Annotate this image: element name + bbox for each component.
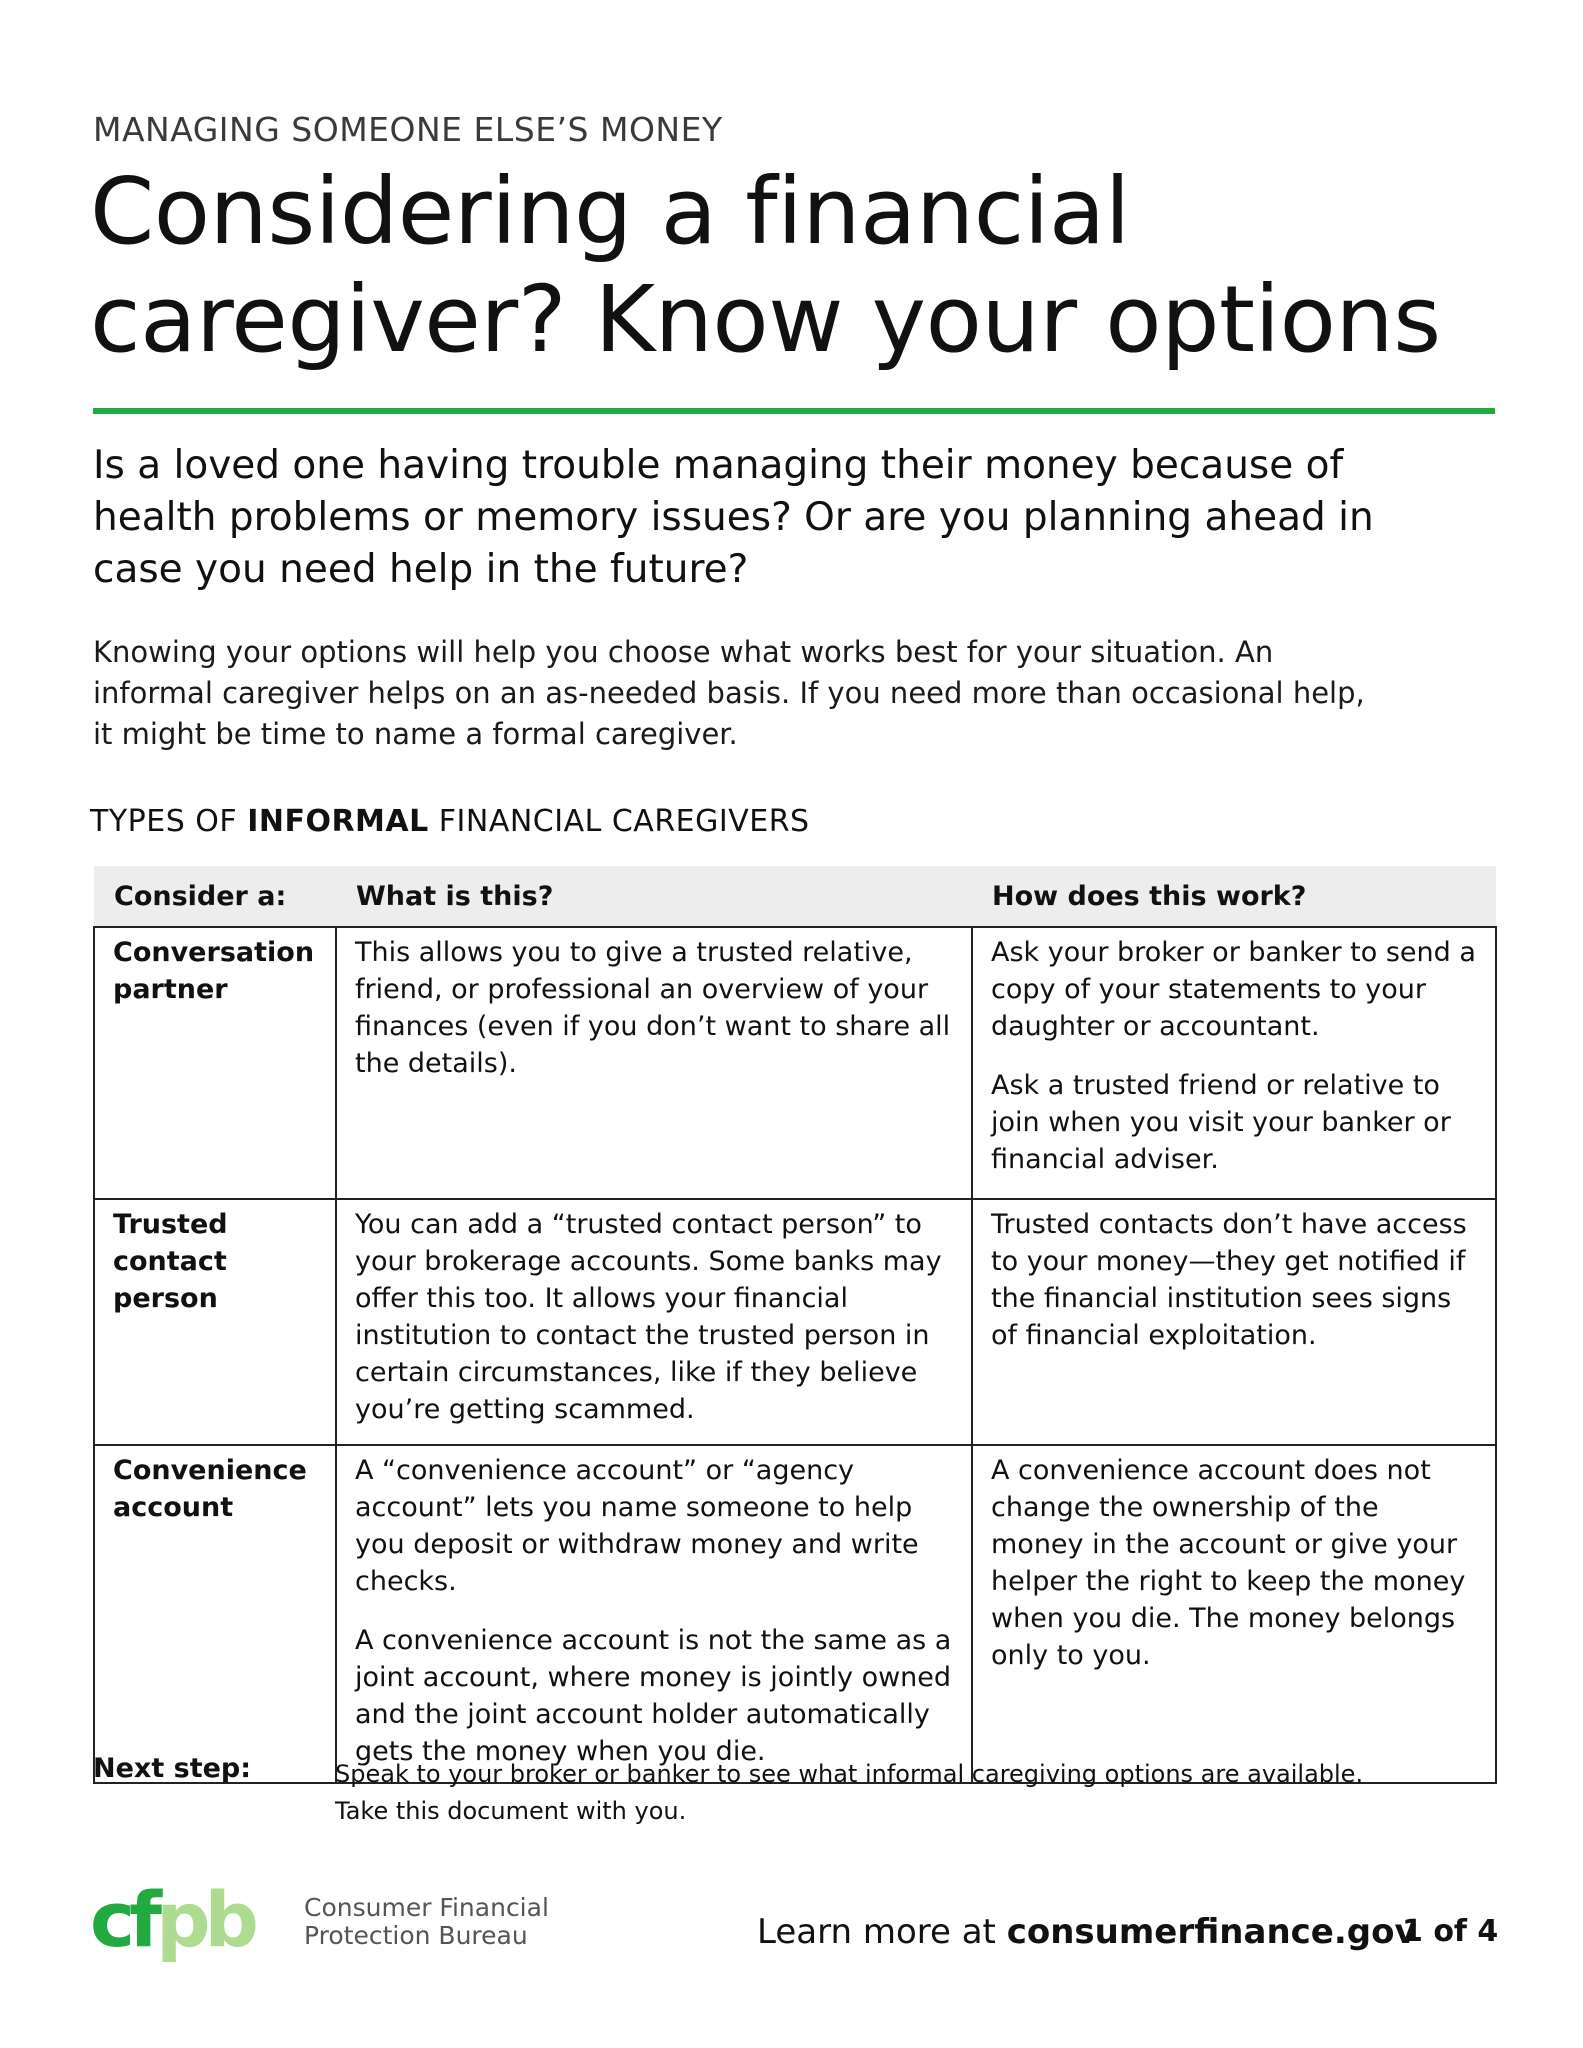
agency-name [304, 1894, 549, 1950]
next-step-line: Take this document with you. [335, 1797, 687, 1825]
learn-more-prefix: Learn more at [757, 1912, 1007, 1952]
cfpb-logo [90, 1888, 290, 1968]
how-paragraph: Ask your broker or banker to send a copy of your statements to your daughter or accountant. [991, 937, 1476, 1042]
intro-question: Is a loved one having trouble managing their money because of health problems or memory issues? Or are you planning ahead in case you need help in the future? [93, 443, 1374, 592]
column-header-how: How does this work? [972, 866, 1496, 927]
table-row [94, 927, 1496, 1199]
next-step-text [335, 1756, 1435, 1830]
description-paragraph: You can add a “trusted contact person” to your brokerage accounts. Some banks may offer this too. It allows your financial institution to contact the trusted person in certain circumstances, like if they believe you’re getting scammed. [355, 1209, 942, 1425]
table-row [94, 1199, 1496, 1445]
how-paragraph: Ask a trusted friend or relative to join when you visit your banker or financial adviser. [991, 1070, 1451, 1175]
learn-more [757, 1912, 1417, 1952]
description-paragraph: A “convenience account” or “agency account” lets you name someone to help you deposit or withdraw money and write checks. [355, 1455, 919, 1597]
logo-letters-pb: pb [156, 1888, 253, 1964]
option-how-it-works [972, 1445, 1496, 1783]
table-header-row [94, 866, 1496, 927]
document-kicker: MANAGING SOMEONE ELSE’S MONEY [93, 110, 723, 149]
column-header-what: What is this? [336, 866, 972, 927]
description-paragraph: This allows you to give a trusted relative, friend, or professional an overview of your finances (even if you don’t want to share all the details). [355, 937, 951, 1079]
website-link[interactable]: consumerfinance.gov [1006, 1912, 1417, 1952]
next-step-line: Speak to your broker or banker to see what informal caregiving options are available. [335, 1760, 1364, 1788]
next-step-label: Next step: [93, 1753, 252, 1784]
section-heading-suffix: FINANCIAL CAREGIVERS [428, 804, 810, 839]
option-how-it-works [972, 927, 1496, 1199]
intro-body: Knowing your options will help you choose what works best for your situation. An informal caregiver helps on an as-needed basis. If you need more than occasional help, it might be time to name a formal caregiver. [93, 635, 1365, 751]
option-name: Trusted contact person [94, 1199, 336, 1445]
how-paragraph: Trusted contacts don’t have access to your money—they get notified if the financial institution sees signs of financial exploitation. [991, 1209, 1467, 1351]
section-heading-emphasis: INFORMAL [247, 804, 429, 839]
logo-letters-cf: cf [90, 1888, 157, 1964]
agency-name-line: Consumer Financial [304, 1893, 549, 1922]
option-how-it-works [972, 1199, 1496, 1445]
option-name: Conversation partner [94, 927, 336, 1199]
title-divider [93, 408, 1495, 414]
section-heading [90, 804, 810, 839]
caregiver-options-table [93, 866, 1497, 1784]
description-paragraph: A convenience account is not the same as a joint account, where money is jointly owned and the joint account holder automatically gets the money when you die. [355, 1625, 952, 1767]
column-header-consider: Consider a: [94, 866, 336, 927]
option-description [336, 1199, 972, 1445]
document-title: Considering a financial caregiver? Know your options [90, 158, 1441, 373]
svg-text:cfpb [90, 1888, 256, 1964]
how-paragraph: A convenience account does not change the ownership of the money in the account or give your helper the right to keep the money when you die. The money belongs only to you. [991, 1455, 1466, 1671]
table-row [94, 1445, 1496, 1783]
option-description [336, 1445, 972, 1783]
agency-name-line: Protection Bureau [304, 1921, 528, 1950]
section-heading-prefix: TYPES OF [90, 804, 248, 839]
page-number: 1 of 4 [1402, 1914, 1499, 1949]
option-description [336, 927, 972, 1199]
option-name: Convenience account [94, 1445, 336, 1783]
